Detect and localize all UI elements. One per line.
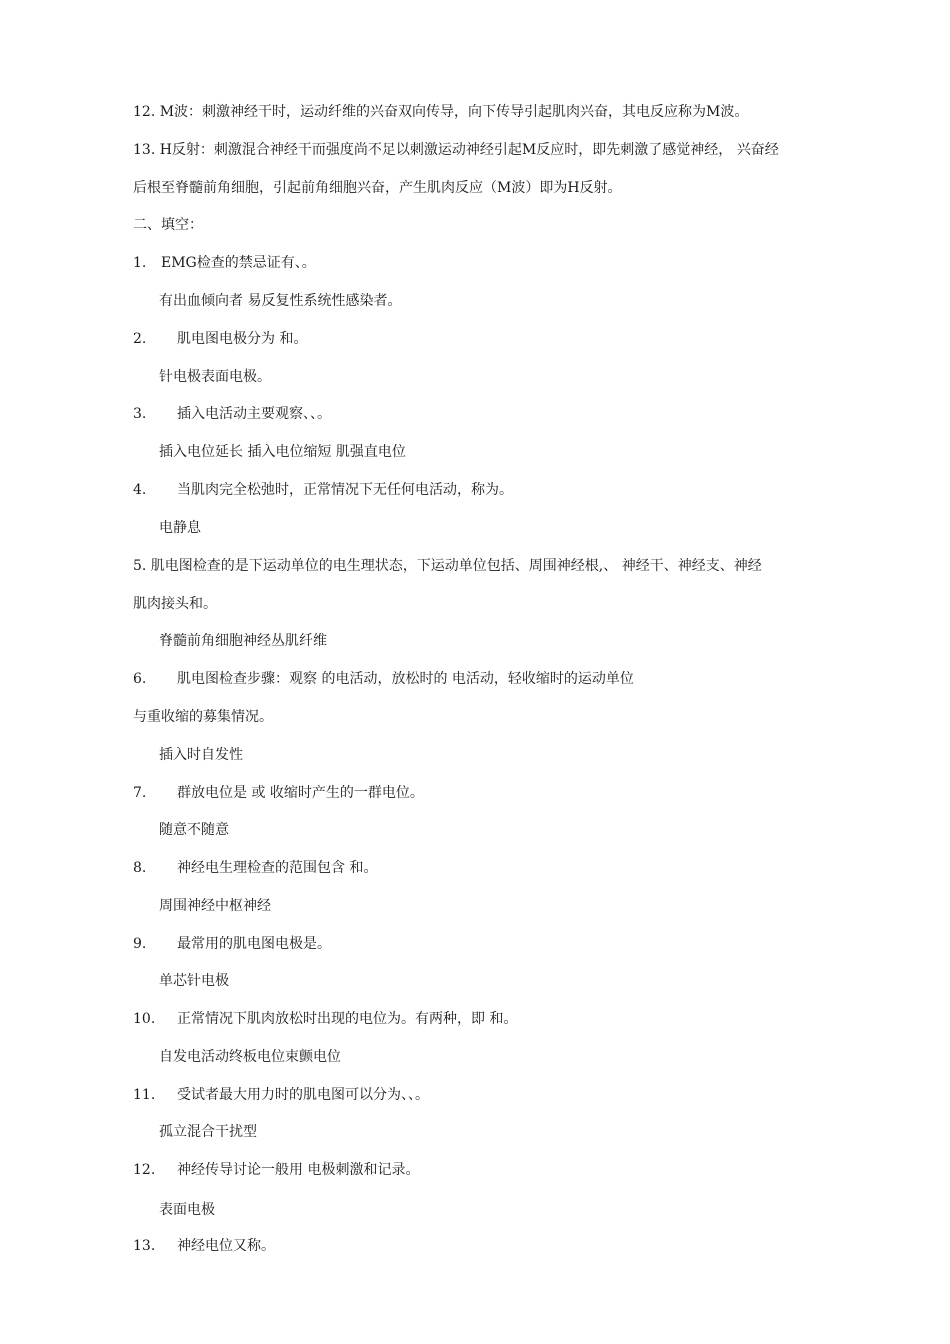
question-text: EMG检查的禁忌证有、。: [161, 255, 316, 271]
answer-10: 自发电活动终板电位束颤电位: [159, 1049, 341, 1065]
question-text: 神经电生理检查的范围包含 和。: [177, 860, 378, 876]
answer-11: 孤立混合干扰型: [159, 1124, 257, 1140]
question-text: 插入电活动主要观察、、。: [177, 406, 331, 422]
question-text: 当肌肉完全松弛时，正常情况下无任何电活动，称为。: [177, 482, 513, 498]
question-5-continued: 肌肉接头和。: [133, 596, 217, 612]
question-1: [133, 253, 316, 273]
question-text: 神经电位又称。: [177, 1238, 275, 1254]
definition-m-wave: 12. M波：刺激神经干时，运动纤维的兴奋双向传导，向下传导引起肌肉兴奋，其电反应称为M波。: [133, 104, 749, 120]
question-number: 13.: [133, 1238, 156, 1254]
answer-12: 表面电极: [159, 1202, 215, 1218]
question-4: [133, 480, 513, 500]
question-text: 群放电位是 或 收缩时产生的一群电位。: [177, 785, 424, 801]
answer-4: 电静息: [159, 520, 201, 536]
answer-7: 随意不随意: [159, 822, 229, 838]
answer-6: 插入时自发性: [159, 747, 243, 763]
question-3: [133, 404, 331, 424]
question-text: 最常用的肌电图电极是。: [177, 936, 331, 952]
question-6-continued: 与重收缩的募集情况。: [133, 709, 273, 725]
definition-h-reflex-line1: 13. H反射：刺激混合神经干而强度尚不足以刺激运动神经引起M反应时，即先刺激了感觉神经， 兴奋经: [133, 142, 779, 158]
question-number: 8.: [133, 860, 147, 876]
question-number: 10.: [133, 1011, 156, 1027]
question-8: [133, 858, 377, 878]
definition-h-reflex-line2: 后根至脊髓前角细胞，引起前角细胞兴奋，产生肌肉反应（M波）即为H反射。: [133, 180, 622, 196]
question-number: 4.: [133, 482, 147, 498]
answer-1: 有出血倾向者 易反复性系统性感染者。: [159, 293, 402, 309]
question-number: 2.: [133, 331, 147, 347]
question-10: [133, 1009, 517, 1029]
answer-9: 单芯针电极: [159, 973, 229, 989]
question-9: [133, 934, 331, 954]
question-number: 6.: [133, 671, 147, 687]
question-text: 神经传导讨论一般用 电极刺激和记录。: [177, 1162, 420, 1178]
question-number: 1.: [133, 255, 147, 271]
question-11: [133, 1085, 429, 1105]
question-2: [133, 329, 307, 349]
question-text: 肌电图检查步骤：观察 的电活动，放松时的 电活动，轻收缩时的运动单位: [177, 671, 634, 687]
question-13: [133, 1236, 275, 1256]
question-7: [133, 783, 424, 803]
question-number: 7.: [133, 785, 147, 801]
question-5: 5. 肌电图检查的是下运动单位的电生理状态，下运动单位包括、周围神经根,、 神经干、神经支、神经: [133, 558, 762, 574]
question-number: 12.: [133, 1162, 156, 1178]
section-heading: 二、填空：: [133, 217, 203, 233]
answer-3: 插入电位延长 插入电位缩短 肌强直电位: [159, 444, 406, 460]
question-text: 受试者最大用力时的肌电图可以分为、、。: [177, 1087, 429, 1103]
answer-2: 针电极表面电极。: [159, 369, 271, 385]
question-number: 11.: [133, 1087, 156, 1103]
question-text: 肌电图电极分为 和。: [177, 331, 308, 347]
question-number: 9.: [133, 936, 147, 952]
question-6: [133, 669, 634, 689]
question-text: 正常情况下肌肉放松时出现的电位为。有两种，即 和。: [177, 1011, 518, 1027]
answer-5: 脊髓前角细胞神经丛肌纤维: [159, 633, 327, 649]
answer-8: 周围神经中枢神经: [159, 898, 271, 914]
question-number: 3.: [133, 406, 147, 422]
question-12: [133, 1160, 419, 1180]
